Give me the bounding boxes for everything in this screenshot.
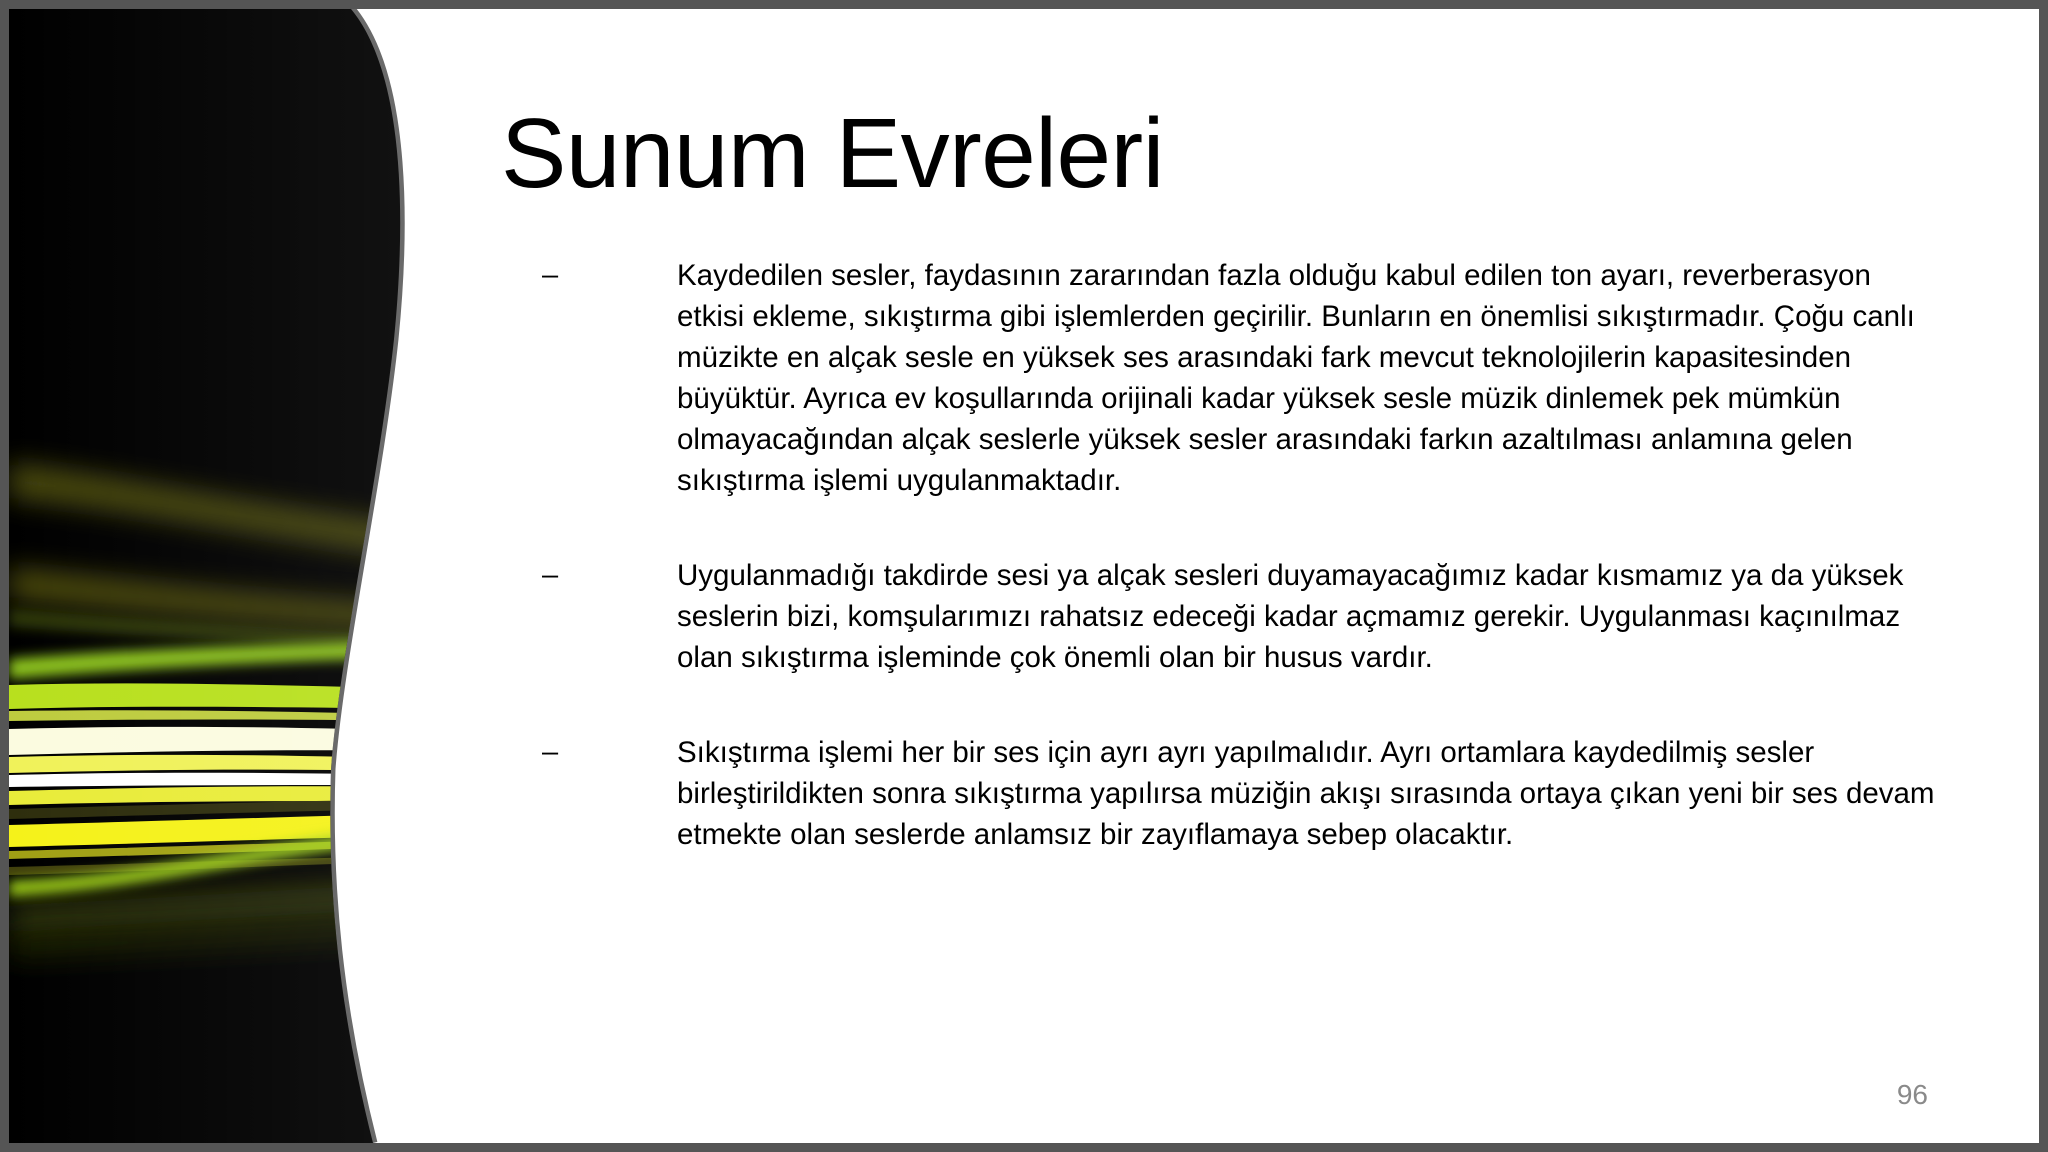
bullet-list xyxy=(542,255,1939,909)
bullet-text: Uygulanmadığı takdirde sesi ya alçak sesleri duyamayacağımız kadar kısmamız ya da yüksek seslerin bizi, komşularımızı rahatsız edeceği kadar açmamız gerekir. Uygulanması kaçınılmaz olan sıkıştırma işleminde çok önemli olan bir husus vardır. xyxy=(677,559,1904,674)
bullet-dash: – xyxy=(542,259,559,291)
page-number: 96 xyxy=(1896,1079,1928,1110)
bullet-item xyxy=(542,732,1939,855)
decorative-side-panel xyxy=(9,9,429,1143)
bullet-item xyxy=(542,255,1939,501)
bullet-dash: – xyxy=(542,559,559,591)
bullet-text: Kaydedilen sesler, faydasının zararından fazla olduğu kabul edilen ton ayarı, reverberasyon etkisi ekleme, sıkıştırma gibi işlemlerden geçirilir. Bunların en önemlisi sıkıştırmadır. Çoğu canlı müzikte en alçak sesle en yüksek ses arasındaki fark mevcut teknolojilerin kapasitesinden büyüktür. Ayrıca ev koşullarında orijinali kadar yüksek sesle müzik dinlemek pek mümkün olmayacağından alçak seslerle yüksek sesler arasındaki farkın azaltılması anlamına gelen sıkıştırma işlemi uygulanmaktadır. xyxy=(677,259,1915,497)
bullet-text: Sıkıştırma işlemi her bir ses için ayrı ayrı yapılmalıdır. Ayrı ortamlara kaydedilmiş sesler birleştirildikten sonra sıkıştırma yapılırsa müziğin akışı sırasında ortaya çıkan yeni bir ses devam etmekte olan seslerde anlamsız bir zayıflamaya sebep olacaktır. xyxy=(677,736,1935,851)
slide xyxy=(9,9,2039,1143)
slide-title: Sunum Evreleri xyxy=(501,98,1164,208)
bullet-item xyxy=(542,555,1939,678)
bullet-dash: – xyxy=(542,736,559,768)
